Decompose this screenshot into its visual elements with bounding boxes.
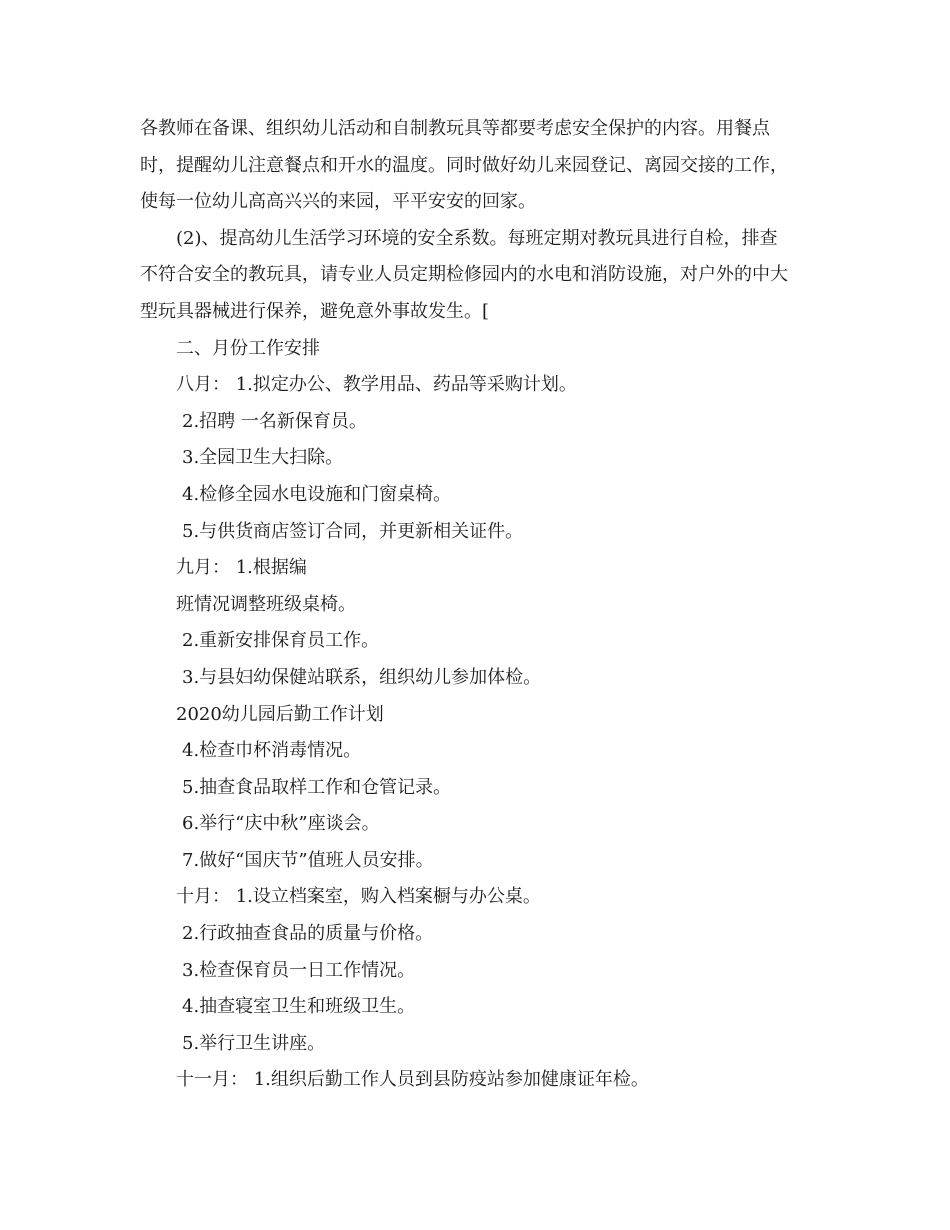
paragraph-1-line-1: 各教师在备课、组织幼儿活动和自制教玩具等都要考虑安全保护的内容。用餐点 <box>140 118 770 139</box>
paragraph-1-line-3: 使每一位幼儿高高兴兴的来园，平平安安的回家。 <box>140 191 536 212</box>
list-item: 4.检查巾杯消毒情况。 <box>182 740 362 761</box>
list-item: 5.举行卫生讲座。 <box>182 1033 326 1054</box>
list-item: 2020幼儿园后勤工作计划 <box>176 704 384 725</box>
list-item: 5.抽查食品取样工作和仓管记录。 <box>182 777 452 798</box>
list-item: 3.与县妇幼保健站联系，组织幼儿参加体检。 <box>182 667 542 688</box>
list-item: 6.举行“庆中秋”座谈会。 <box>182 813 380 834</box>
paragraph-2-line-2: 不符合安全的教玩具，请专业人员定期检修园内的水电和消防设施，对户外的中大 <box>140 264 788 285</box>
list-item: 十一月： 1.组织后勤工作人员到县防疫站参加健康证年检。 <box>176 1069 649 1090</box>
paragraph-1-line-2: 时，提醒幼儿注意餐点和开水的温度。同时做好幼儿来园登记、离园交接的工作， <box>140 155 788 176</box>
paragraph-2-line-1: (2)、提高幼儿生活学习环境的安全系数。每班定期对教玩具进行自检，排查 <box>176 228 778 249</box>
list-item: 3.检查保育员一日工作情况。 <box>182 960 416 981</box>
list-item: 7.做好“国庆节”值班人员安排。 <box>182 850 434 871</box>
list-item: 2.行政抽查食品的质量与价格。 <box>182 923 434 944</box>
list-item: 5.与供货商店签订合同，并更新相关证件。 <box>182 521 524 542</box>
list-item: 八月： 1.拟定办公、教学用品、药品等采购计划。 <box>176 374 577 395</box>
section-heading: 二、月份工作安排 <box>176 338 320 359</box>
list-item: 3.全园卫生大扫除。 <box>182 447 344 468</box>
list-item: 九月： 1.根据编 <box>176 557 307 578</box>
list-item: 2.重新安排保育员工作。 <box>182 630 380 651</box>
list-item: 4.抽查寝室卫生和班级卫生。 <box>182 996 416 1017</box>
list-item: 十月： 1.设立档案室，购入档案橱与办公桌。 <box>176 886 541 907</box>
list-item: 班情况调整班级桌椅。 <box>176 594 356 615</box>
paragraph-2-line-3: 型玩具器械进行保养，避免意外事故发生。[ <box>140 301 490 322</box>
list-item: 2.招聘 一名新保育员。 <box>182 411 367 432</box>
list-item: 4.检修全园水电设施和门窗桌椅。 <box>182 484 452 505</box>
